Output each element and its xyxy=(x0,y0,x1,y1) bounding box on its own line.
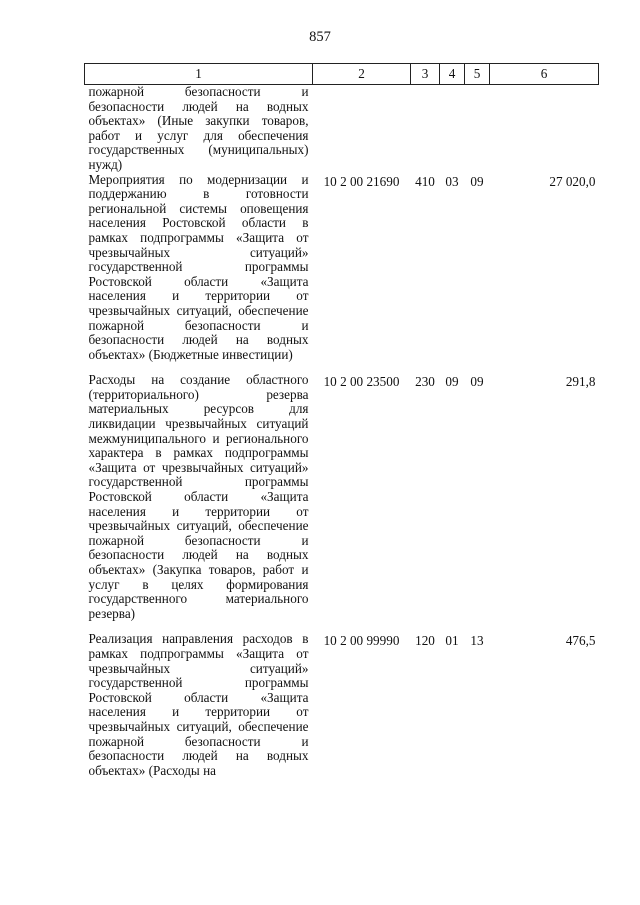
column-header-rz: 4 xyxy=(440,64,465,85)
table-row-continuation xyxy=(85,85,599,173)
row-name: Расходы на создание областного (территориального) резерва материальных ресурсов для ликвидации чрезвычайных ситуаций межмуниципального и регионального характера в рамках подпрограммы «Защита от чрезвычайных ситуаций» государственной программы Ростовской области «Защита населения и территории от чрезвычайных ситуаций, обеспечение пожарной безопасности и безопасности людей на водных объектах» (Закупка товаров, работ и услуг в целях формирования государственного материального резерва) xyxy=(88,372,309,621)
table-row xyxy=(85,373,599,632)
column-header-pr: 5 xyxy=(465,64,490,85)
row-name: Мероприятия по модернизации и поддержанию в готовности региональной системы оповещения населения Ростовской области в рамках подпрограммы «Защита от чрезвычайных ситуаций» государственной программы Ростовской области «Защита населения и территории от чрезвычайных ситуаций, обеспечение пожарной безопасности и безопасности людей на водных объектах» (Бюджетные инвестиции) xyxy=(88,171,309,362)
continuation-text: пожарной безопасности и безопасности людей на водных объектах» (Иные закупки товаров, работ и услуг для обеспечения государственных (муниципальных) нужд) xyxy=(88,84,309,172)
row-rz: 03 xyxy=(445,173,459,189)
row-pr: 09 xyxy=(470,173,484,189)
row-pr: 09 xyxy=(470,374,484,390)
row-vr: 230 xyxy=(415,374,435,390)
column-header-csr: 2 xyxy=(313,64,411,85)
budget-table xyxy=(84,63,599,778)
page-number: 857 xyxy=(309,29,331,45)
row-csr: 10 2 00 21690 xyxy=(323,173,400,189)
row-pr: 13 xyxy=(470,633,484,649)
table-row xyxy=(85,173,599,374)
row-rz: 09 xyxy=(445,374,459,390)
row-amount: 27 020,0 xyxy=(549,173,596,189)
header-row xyxy=(85,64,599,85)
column-header-vr: 3 xyxy=(411,64,440,85)
column-header-name: 1 xyxy=(85,64,313,85)
row-csr: 10 2 00 99990 xyxy=(323,633,400,649)
row-amount: 291,8 xyxy=(565,374,596,390)
row-vr: 410 xyxy=(415,173,435,189)
row-vr: 120 xyxy=(415,633,435,649)
row-rz: 01 xyxy=(445,633,459,649)
row-csr: 10 2 00 23500 xyxy=(323,374,400,390)
row-amount: 476,5 xyxy=(565,633,596,649)
column-header-amount: 6 xyxy=(490,64,599,85)
row-name: Реализация направления расходов в рамках подпрограммы «Защита от чрезвычайных ситуаций» государственной программы Ростовской области «Защита населения и территории от чрезвычайных ситуаций, обеспечение пожарной безопасности и безопасности людей на водных объектах» (Расходы на xyxy=(88,631,309,778)
table-row xyxy=(85,632,599,778)
